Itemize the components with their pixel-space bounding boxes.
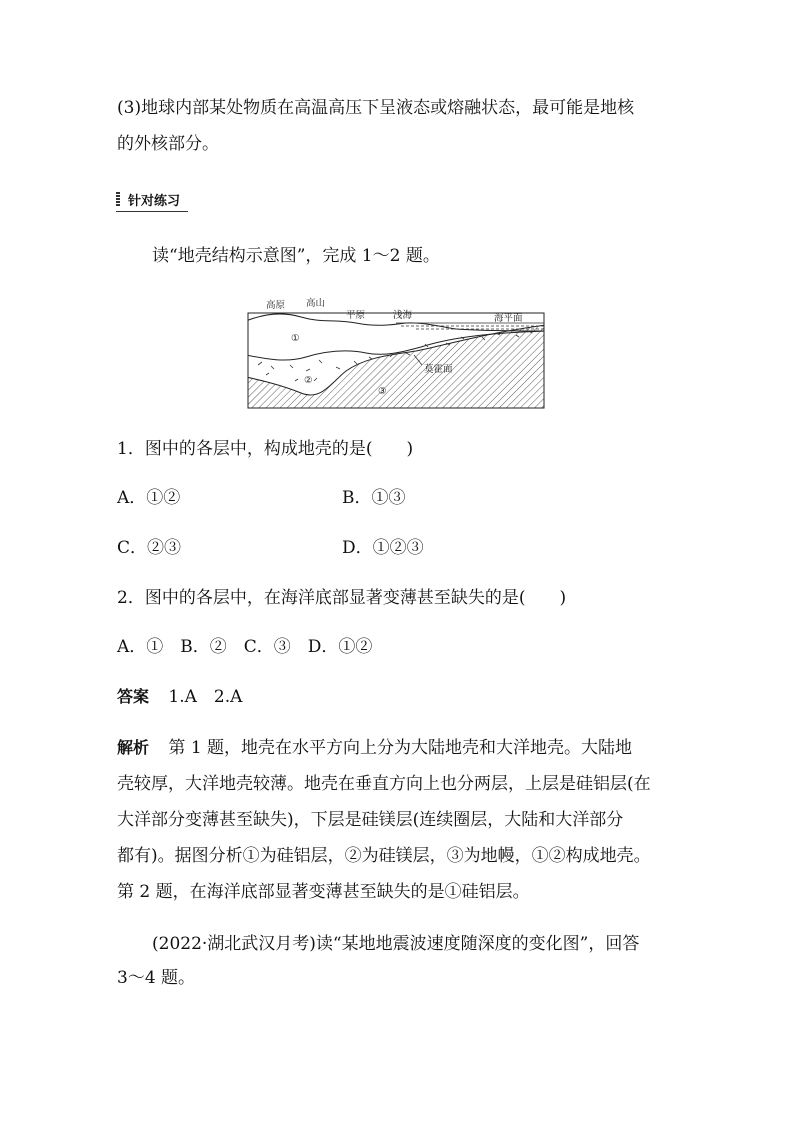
answer-row — [117, 685, 242, 709]
next-prompt-line-2: 3～4 题。 — [117, 968, 196, 988]
analysis-line-1: 解析 第 1 题，地壳在水平方向上分为大陆地壳和大洋地壳。大陆地 — [117, 738, 633, 758]
label-layer-1: ① — [291, 333, 300, 344]
q2-options: A．① B．② C．③ D．①② — [117, 637, 373, 657]
intro-line-1: (3)地球内部某处物质在高温高压下呈液态或熔融状态，最可能是地核 — [117, 98, 635, 118]
label-mountain: 高山 — [306, 298, 326, 309]
read-prompt: 读“地壳结构示意图”，完成 1～2 题。 — [152, 246, 440, 266]
intro-line-2: 的外核部分。 — [117, 134, 219, 154]
crust-structure-diagram — [246, 293, 546, 411]
label-layer-2: ② — [304, 375, 313, 386]
label-layer-3: ③ — [378, 386, 387, 397]
label-plateau: 高原 — [266, 300, 286, 311]
q1-stem: 1．图中的各层中，构成地壳的是( ) — [117, 439, 414, 459]
analysis-line-3: 大洋部分变薄甚至缺失)，下层是硅镁层(连续圈层，大陆和大洋部分 — [117, 810, 624, 830]
q2-stem: 2．图中的各层中，在海洋底部显著变薄甚至缺失的是( ) — [117, 588, 567, 608]
section-tag: 针对练习 — [116, 190, 188, 212]
analysis-label: 解析 — [117, 738, 150, 757]
q1-option-a: A．①② — [117, 488, 181, 508]
analysis-line-2: 壳较厚，大洋地壳较薄。地壳在垂直方向上也分两层，上层是硅铝层(在 — [117, 774, 651, 794]
answer-label: 答案 — [117, 687, 150, 706]
analysis-line-5: 第 2 题，在海洋底部显著变薄甚至缺失的是①硅铝层。 — [117, 882, 530, 902]
analysis-line-4: 都有)。据图分析①为硅铝层，②为硅镁层，③为地幔，①②构成地壳。 — [117, 846, 651, 866]
answer-text: 1.A 2.A — [168, 687, 243, 707]
next-prompt-line-1: (2022·湖北武汉月考)读“某地地震波速度随深度的变化图”，回答 — [152, 934, 640, 954]
label-moho: 莫霍面 — [424, 364, 453, 375]
label-sea-level: 海平面 — [494, 313, 523, 324]
label-plain: 平原 — [346, 310, 366, 321]
q1-option-d: D．①②③ — [342, 538, 424, 558]
q1-option-c: C．②③ — [117, 538, 182, 558]
label-shallow-sea: 浅海 — [393, 310, 413, 321]
q1-option-b: B．①③ — [342, 488, 406, 508]
